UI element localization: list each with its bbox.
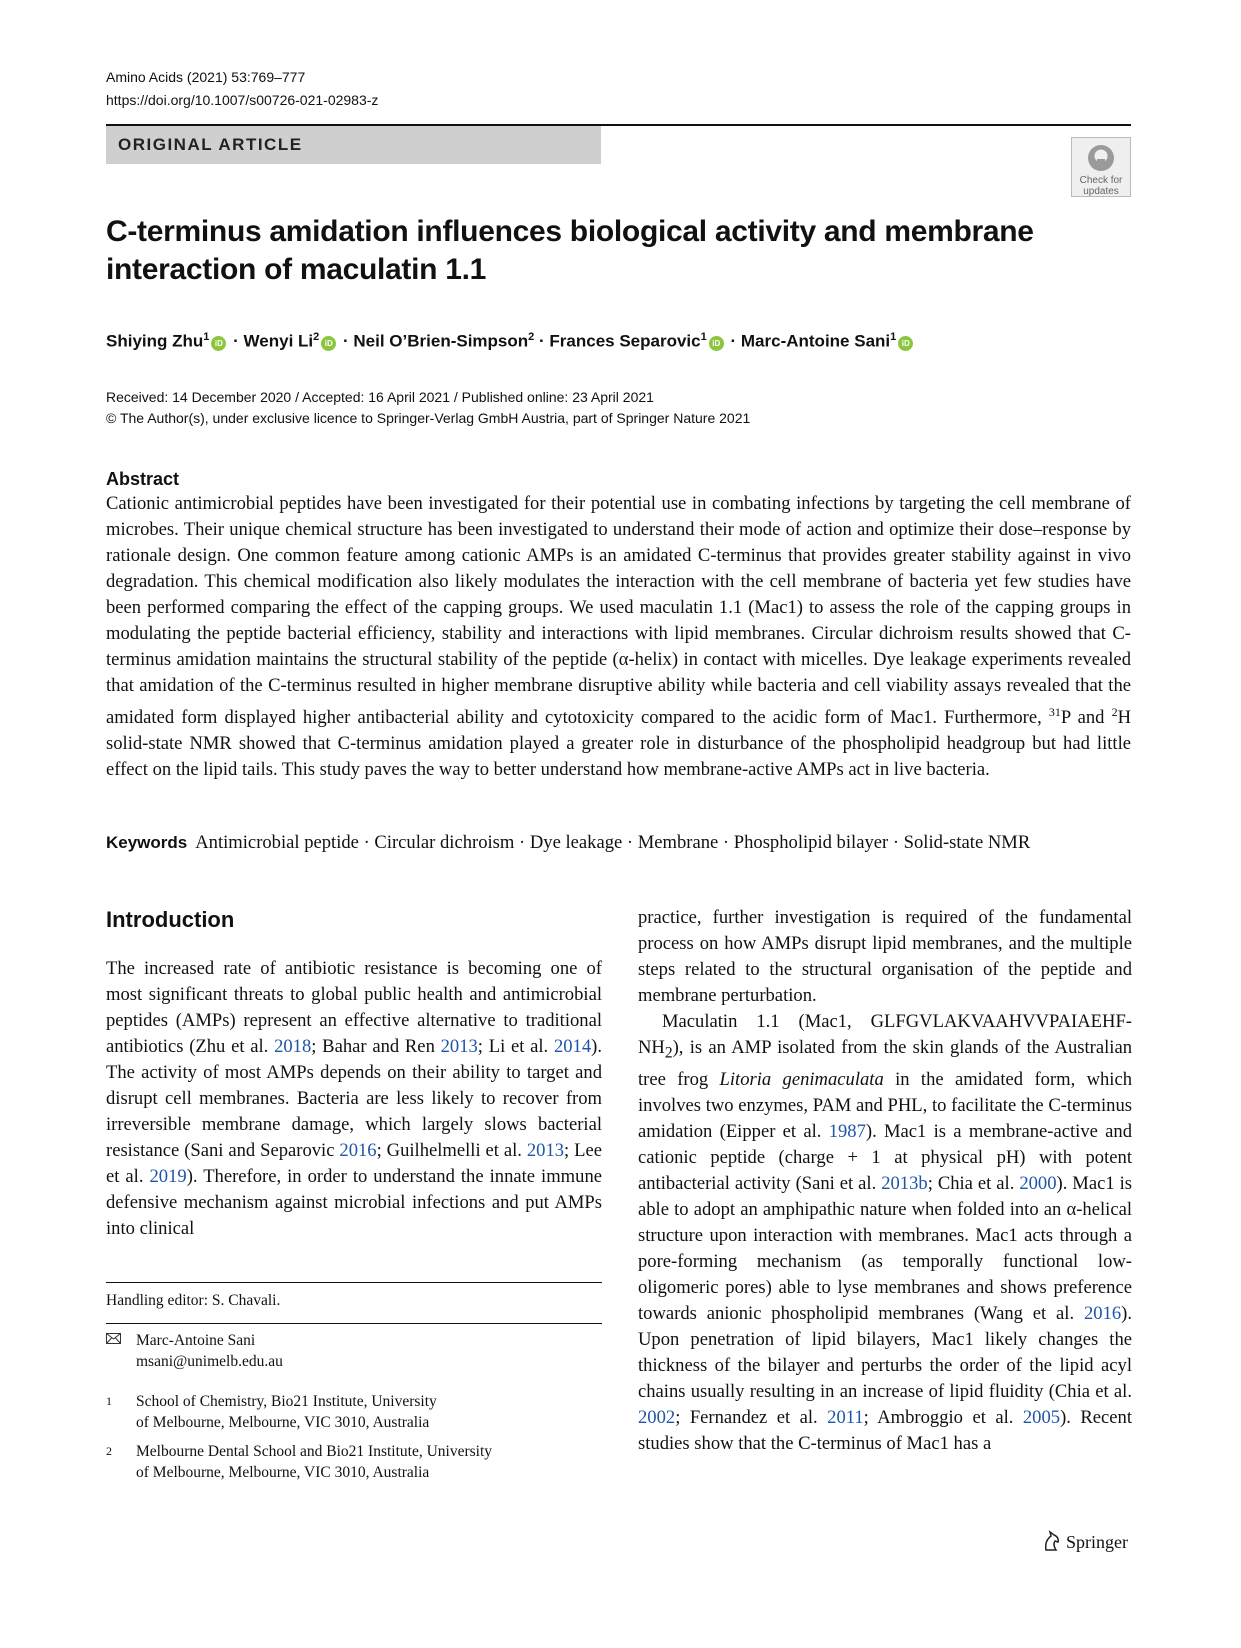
author-affiliation: 2 (528, 331, 535, 343)
citation-link[interactable]: 2013 (440, 1036, 478, 1057)
affiliation-line: of Melbourne, Melbourne, VIC 3010, Australia (136, 1464, 430, 1481)
citation-link[interactable]: 2014 (553, 1036, 592, 1057)
citation-link[interactable]: 2016 (339, 1140, 377, 1161)
author-name[interactable]: Wenyi Li (243, 331, 314, 351)
citation-link[interactable]: 2002 (638, 1406, 676, 1428)
author-name[interactable]: Shiying Zhu (106, 331, 204, 351)
author-affiliation: 1 (890, 331, 897, 343)
body-text: ). Therefore, in order to understand the innate immune defensive mechanism against microbial infections and put AMPs into clinical (106, 1166, 602, 1239)
envelope-icon (106, 1330, 130, 1351)
author-separator: · (730, 331, 737, 351)
body-text: ; Li et al. (477, 1036, 554, 1057)
journal-info (106, 66, 378, 112)
body-text: ), is an AMP isolated from the skin glands of the Australian tree frog (638, 1037, 1132, 1090)
corresponding-author (106, 1330, 602, 1372)
abstract-text: H solid-state NMR showed that C-terminus amidation played a greater role in disturbance of the phospholipid headgroup but had little effect on the lipid tails. This study paves the way to better understand how membrane-active AMPs act in live bacteria. (106, 707, 1132, 781)
body-text: ). Upon penetration of lipid bilayers, Mac1 likely changes the thickness of the bilayer and perturbs the order of the lipid acyl chains usually resulting in an increase of lipid fluidity (Chia et al. (638, 1302, 1132, 1402)
publisher-logo (1040, 1530, 1128, 1554)
affiliation-2 (106, 1441, 602, 1483)
subscript: 2 (664, 1044, 673, 1062)
copyright-notice: © The Author(s), under exclusive licence to Springer-Verlag GmbH Austria, part of Springer Nature 2021 (106, 410, 751, 426)
journal-citation: Amino Acids (2021) 53:769–777 (106, 69, 306, 85)
body-text: ; Ambroggio et al. (863, 1406, 1023, 1428)
body-text: ). Recent studies show that the C-terminus of Mac1 has a (638, 1406, 1132, 1454)
footnote-rule (106, 1323, 602, 1324)
orcid-icon[interactable]: iD (709, 336, 724, 351)
citation-link[interactable]: 1987 (828, 1120, 866, 1142)
affiliation-line: Melbourne Dental School and Bio21 Institute, University (136, 1443, 493, 1460)
springer-horse-icon (1040, 1530, 1062, 1552)
introduction-heading: Introduction (106, 907, 235, 932)
citation-link[interactable]: 2000 (1019, 1172, 1057, 1194)
orcid-icon[interactable]: iD (898, 336, 913, 351)
author-list (106, 325, 915, 354)
citation-link[interactable]: 2005 (1022, 1406, 1061, 1428)
publisher-name: Springer (1066, 1532, 1128, 1552)
body-text: ; Bahar and Ren (311, 1036, 441, 1057)
author-separator: · (539, 331, 545, 351)
author-name[interactable]: Marc-Antoine Sani (740, 331, 891, 351)
citation-link[interactable]: 2019 (149, 1166, 187, 1187)
body-text: Maculatin 1.1 (Mac1, GLFGVLAKVAAHVVPAIAEHF-NH (638, 1011, 1132, 1058)
doi-link[interactable]: https://doi.org/10.1007/s00726-021-02983-z (106, 92, 379, 108)
introduction-left-column (106, 956, 602, 1242)
body-text: ). Mac1 is a membrane-active and cationic peptide (charge + 1 at physical pH) with potent antibacterial activity (Sani et al. (638, 1120, 1132, 1194)
paragraph: practice, further investigation is required of the fundamental process on how AMPs disrupt lipid membranes, and the multiple steps related to the structural organisation of the peptide and membrane perturbation. (638, 907, 1132, 1006)
author-name[interactable]: Neil O’Brien-Simpson (353, 331, 529, 351)
footnote-rule (106, 1282, 602, 1283)
paragraph (638, 1009, 1132, 1457)
body-text: ). Mac1 is able to adopt an amphipathic nature when folded into an α-helical structure upon interaction with membranes. Mac1 acts through a pore-forming mechanism (as temporally functional low-oligomeric pores) able to lyse membranes and shows preference towards anionic phospholipid membranes (Wang et al. (638, 1172, 1133, 1324)
introduction-right-column (638, 905, 1132, 1457)
body-text: ). The activity of most AMPs depends on their ability to target and disrupt cell membranes. Bacteria are less likely to recover from irreversible membrane damage, which largely slows bacterial resistance (Sani and Separovic (106, 1036, 602, 1161)
citation-link[interactable]: 2016 (1083, 1302, 1122, 1324)
affiliation-number: 1 (106, 1394, 112, 1408)
abstract-text: P and (1060, 707, 1112, 729)
keywords-list: Antimicrobial peptide · Circular dichroism · Dye leakage · Membrane · Phospholipid bilayer · Solid-state NMR (195, 832, 1031, 853)
keywords-label: Keywords (106, 833, 188, 852)
citation-link[interactable]: 2013 (526, 1140, 565, 1161)
orcid-icon[interactable]: iD (211, 336, 226, 351)
author-affiliation: 2 (313, 331, 320, 343)
received-accepted-published: Received: 14 December 2020 / Accepted: 16 April 2021 / Published online: 23 April 2021 (106, 389, 654, 405)
check-line-2: updates (1083, 186, 1119, 197)
handling-editor: Handling editor: S. Chavali. (106, 1292, 281, 1309)
author-affiliation: 1 (203, 331, 210, 343)
abstract-text: Cationic antimicrobial peptides have been investigated for their potential use in combating infections by targeting the cell membrane of microbes. Their unique chemical structure has been investigated to understand their mode of action and optimize their dose–response by rationale design. One common feature among cationic AMPs is an amidated C-terminus that provides greater stability against in vivo degradation. This chemical modification also likely modulates the interaction with the cell membrane of bacteria yet few studies have been performed comparing the effect of the capping groups. We used maculatin 1.1 (Mac1) to assess the role of the capping groups in modulating the peptide bacterial efficiency, stability and interactions with lipid membranes. Circular dichroism results showed that C-terminus amidation maintains the structural stability of the peptide (α-helix) in contact with micelles. Dye leakage experiments revealed that amidation of the C-terminus resulted in higher membrane disruptive ability while bacteria and cell viability assays revealed that the amidated form displayed higher antibacterial ability and cytotoxicity compared to the acidic form of Mac1. Furthermore, (106, 493, 1131, 729)
contact-name: Marc-Antoine Sani (136, 1332, 256, 1349)
body-text: ; Lee et al. (106, 1140, 602, 1187)
keywords (106, 830, 1146, 856)
isotope-superscript: 2 (1111, 705, 1118, 719)
species-name: Litoria genimaculata (719, 1068, 884, 1090)
author-affiliation: 1 (700, 331, 707, 343)
affiliation-number: 2 (106, 1444, 112, 1458)
publication-dates (106, 387, 750, 429)
body-text: ; Fernandez et al. (675, 1406, 828, 1428)
abstract-heading: Abstract (106, 469, 180, 489)
contact-email[interactable]: msani@unimelb.edu.au (136, 1353, 283, 1370)
article-title: C-terminus amidation influences biological activity and membrane interaction of maculatin 1.1 (106, 215, 1034, 286)
author-name[interactable]: Frances Separovic (549, 331, 701, 351)
orcid-icon[interactable]: iD (321, 336, 336, 351)
body-text: in the amidated form, which involves two enzymes, PAM and PHL, to facilitate the C-terminus amidation (Eipper et al. (638, 1068, 1133, 1142)
affiliation-line: of Melbourne, Melbourne, VIC 3010, Australia (136, 1414, 430, 1431)
citation-link[interactable]: 2013b (881, 1172, 928, 1194)
body-text: ; Chia et al. (927, 1172, 1020, 1194)
check-for-updates-badge[interactable] (1071, 137, 1131, 197)
author-separator: · (233, 331, 239, 351)
article-type-banner: ORIGINAL ARTICLE (106, 126, 601, 164)
check-line-1: Check for (1079, 175, 1123, 186)
affiliation-1 (106, 1391, 602, 1433)
body-text: ; Guilhelmelli et al. (376, 1140, 527, 1161)
affiliation-line: School of Chemistry, Bio21 Institute, University (136, 1393, 437, 1410)
body-text: The increased rate of antibiotic resistance is becoming one of most significant threats to global public health and antimicrobial peptides (AMPs) represent an effective alternative to traditional antibiotics (Zhu et al. (106, 958, 602, 1057)
citation-link[interactable]: 2018 (274, 1036, 312, 1057)
crossmark-icon (1086, 143, 1116, 173)
citation-link[interactable]: 2011 (827, 1406, 864, 1428)
abstract-body (106, 491, 1131, 783)
isotope-superscript: 31 (1048, 705, 1061, 719)
author-separator: · (343, 331, 349, 351)
